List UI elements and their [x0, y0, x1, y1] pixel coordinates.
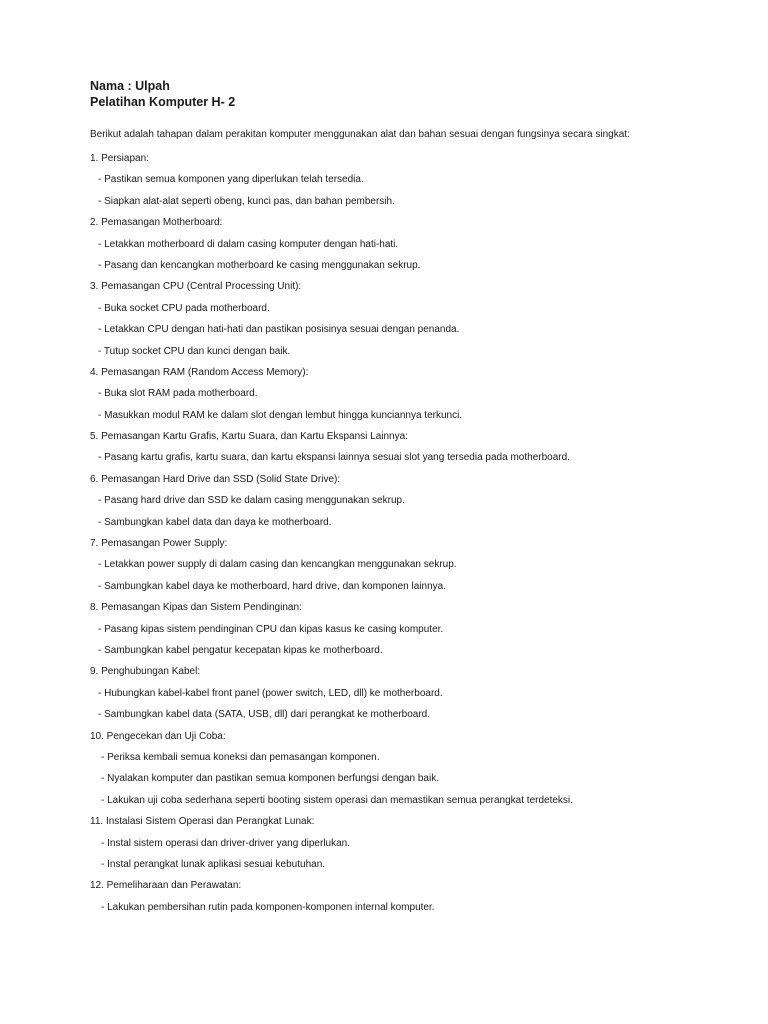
steps-list [90, 152, 730, 922]
step-section [90, 730, 730, 816]
intro-paragraph: Berikut adalah tahapan dalam perakitan komputer menggunakan alat dan bahan sesuai dengan fungsinya secara singkat: [90, 129, 630, 140]
step-section [90, 280, 730, 366]
author-name: Nama : Ulpah [90, 79, 170, 93]
step-bullet: - Nyalakan komputer dan pastikan semua komponen berfungsi dengan baik. [101, 773, 439, 785]
step-title: 5. Pemasangan Kartu Grafis, Kartu Suara, dan Kartu Ekspansi Lainnya: [90, 431, 408, 443]
step-bullet: - Buka socket CPU pada motherboard. [98, 302, 270, 314]
step-title: 12. Pemeliharaan dan Perawatan: [90, 880, 242, 892]
step-section [90, 537, 730, 601]
step-section [90, 879, 730, 922]
step-bullet: - Sambungkan kabel pengatur kecepatan kipas ke motherboard. [98, 644, 383, 656]
step-bullet: - Sambungkan kabel data dan daya ke motherboard. [98, 516, 332, 528]
step-title: 10. Pengecekan dan Uji Coba: [90, 730, 226, 742]
step-title: 1. Persiapan: [90, 153, 149, 164]
step-title: 2. Pemasangan Motherboard: [90, 217, 223, 229]
step-bullet: - Letakkan motherboard di dalam casing komputer dengan hati-hati. [98, 238, 399, 250]
step-bullet: - Pastikan semua komponen yang diperlukan telah tersedia. [98, 174, 364, 186]
step-title: 8. Pemasangan Kipas dan Sistem Pendinginan: [90, 602, 302, 614]
document-page [90, 78, 730, 922]
step-section [90, 366, 730, 430]
step-section [90, 152, 730, 216]
step-bullet: - Pasang dan kencangkan motherboard ke casing menggunakan sekrup. [98, 259, 421, 271]
step-bullet: - Pasang kipas sistem pendinginan CPU dan kipas kasus ke casing komputer. [98, 623, 444, 635]
step-bullet: - Periksa kembali semua koneksi dan pemasangan komponen. [101, 751, 380, 763]
step-section [90, 601, 730, 665]
step-bullet: - Letakkan power supply di dalam casing dan kencangkan menggunakan sekrup. [98, 559, 457, 571]
document-subtitle: Pelatihan Komputer H- 2 [90, 95, 236, 109]
step-bullet: - Pasang hard drive dan SSD ke dalam casing menggunakan sekrup. [98, 495, 405, 507]
step-bullet: - Hubungkan kabel-kabel front panel (power switch, LED, dll) ke motherboard. [98, 687, 443, 699]
step-bullet: - Masukkan modul RAM ke dalam slot dengan lembut hingga kunciannya terkunci. [98, 409, 463, 421]
step-title: 6. Pemasangan Hard Drive dan SSD (Solid State Drive): [90, 473, 341, 485]
step-section [90, 430, 730, 473]
step-section [90, 216, 730, 280]
step-bullet: - Instal perangkat lunak aplikasi sesuai kebutuhan. [101, 858, 326, 870]
step-bullet: - Sambungkan kabel data (SATA, USB, dll) dari perangkat ke motherboard. [98, 709, 431, 721]
step-section [90, 473, 730, 537]
step-title: 11. Instalasi Sistem Operasi dan Perangkat Lunak: [90, 816, 315, 828]
step-title: 9. Penghubungan Kabel: [90, 666, 201, 678]
step-section [90, 815, 730, 879]
step-bullet: - Letakkan CPU dengan hati-hati dan pastikan posisinya sesuai dengan penanda. [98, 324, 460, 336]
step-bullet: - Lakukan pembersihan rutin pada komponen-komponen internal komputer. [101, 901, 435, 913]
step-section [90, 665, 730, 729]
step-title: 4. Pemasangan RAM (Random Access Memory): [90, 366, 309, 378]
step-title: 3. Pemasangan CPU (Central Processing Unit): [90, 281, 302, 293]
step-bullet: - Lakukan uji coba sederhana seperti booting sistem operasi dan memastikan semua perangkat terdeteksi. [101, 794, 573, 806]
step-bullet: - Sambungkan kabel daya ke motherboard, hard drive, dan komponen lainnya. [98, 580, 446, 592]
step-bullet: - Instal sistem operasi dan driver-driver yang diperlukan. [101, 837, 350, 849]
step-bullet: - Pasang kartu grafis, kartu suara, dan kartu ekspansi lainnya sesuai slot yang tersedia pada motherboard. [98, 452, 570, 464]
step-bullet: - Buka slot RAM pada motherboard. [98, 388, 258, 400]
step-bullet: - Tutup socket CPU dan kunci dengan baik. [98, 345, 291, 357]
step-bullet: - Siapkan alat-alat seperti obeng, kunci pas, dan bahan pembersih. [98, 195, 395, 207]
step-title: 7. Pemasangan Power Supply: [90, 538, 228, 550]
